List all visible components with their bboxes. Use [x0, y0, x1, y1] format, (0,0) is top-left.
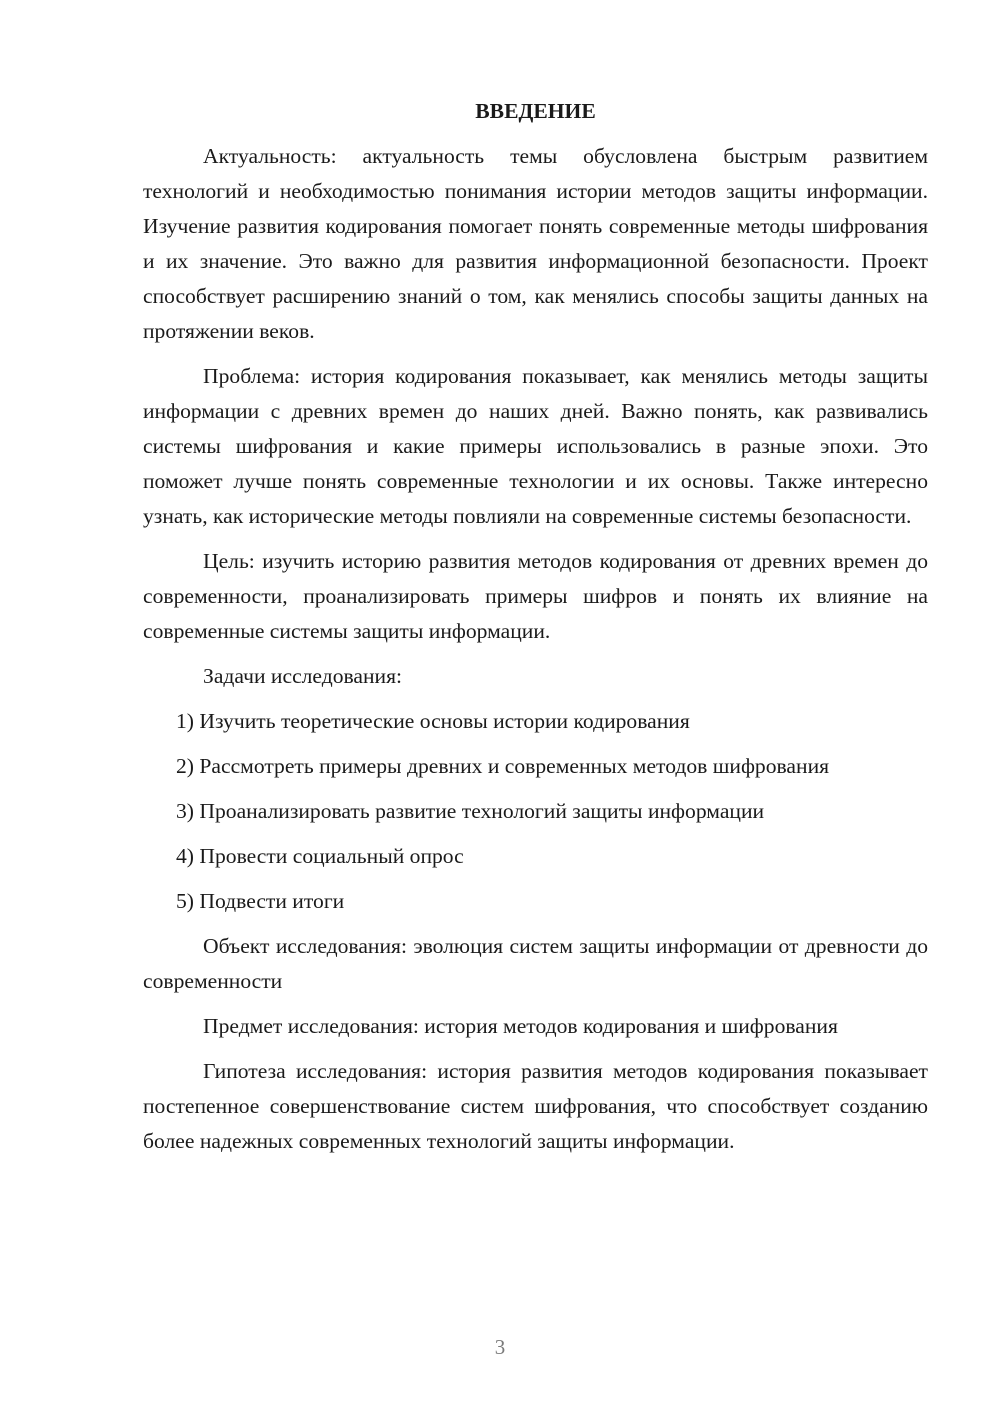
- page-number: 3: [494, 1335, 506, 1359]
- task-item: 4) Провести социальный опрос: [176, 844, 464, 868]
- task-item: 3) Проанализировать развитие технологий защиты информации: [176, 799, 765, 823]
- subject-paragraph: Предмет исследования: история методов кодирования и шифрования: [203, 1014, 838, 1038]
- object-paragraph: Объект исследования: эволюция систем защиты информации от древности до современности: [143, 934, 928, 993]
- tasks-heading: Задачи исследования:: [203, 664, 403, 688]
- page-content: [143, 94, 928, 1169]
- tasks-list: [143, 704, 928, 919]
- task-item: 5) Подвести итоги: [176, 889, 345, 913]
- task-item: 2) Рассмотреть примеры древних и современных методов шифрования: [176, 754, 830, 778]
- problem-paragraph: Проблема: история кодирования показывает, как менялись методы защиты информации с древних времен до наших дней. Важно понять, как развивались системы шифрования и какие примеры использовались в разные эпохи. Это поможет лучше понять современные технологии и их основы. Также интересно узнать, как исторические методы повлияли на современные системы безопасности.: [143, 364, 928, 528]
- section-title: ВВЕДЕНИЕ: [475, 99, 596, 123]
- relevance-paragraph: Актуальность: актуальность темы обусловлена быстрым развитием технологий и необходимостью понимания истории методов защиты информации. Изучение развития кодирования помогает понять современные методы шифрования и их значение. Это важно для развития информационной безопасности. Проект способствует расширению знаний о том, как менялись способы защиты данных на протяжении веков.: [143, 144, 928, 343]
- goal-paragraph: Цель: изучить историю развития методов кодирования от древних времен до современности, проанализировать примеры шифров и понять их влияние на современные системы защиты информации.: [143, 549, 928, 643]
- task-item: 1) Изучить теоретические основы истории кодирования: [176, 709, 690, 733]
- hypothesis-paragraph: Гипотеза исследования: история развития методов кодирования показывает постепенное совершенствование систем шифрования, что способствует созданию более надежных современных технологий защиты информации.: [143, 1059, 928, 1153]
